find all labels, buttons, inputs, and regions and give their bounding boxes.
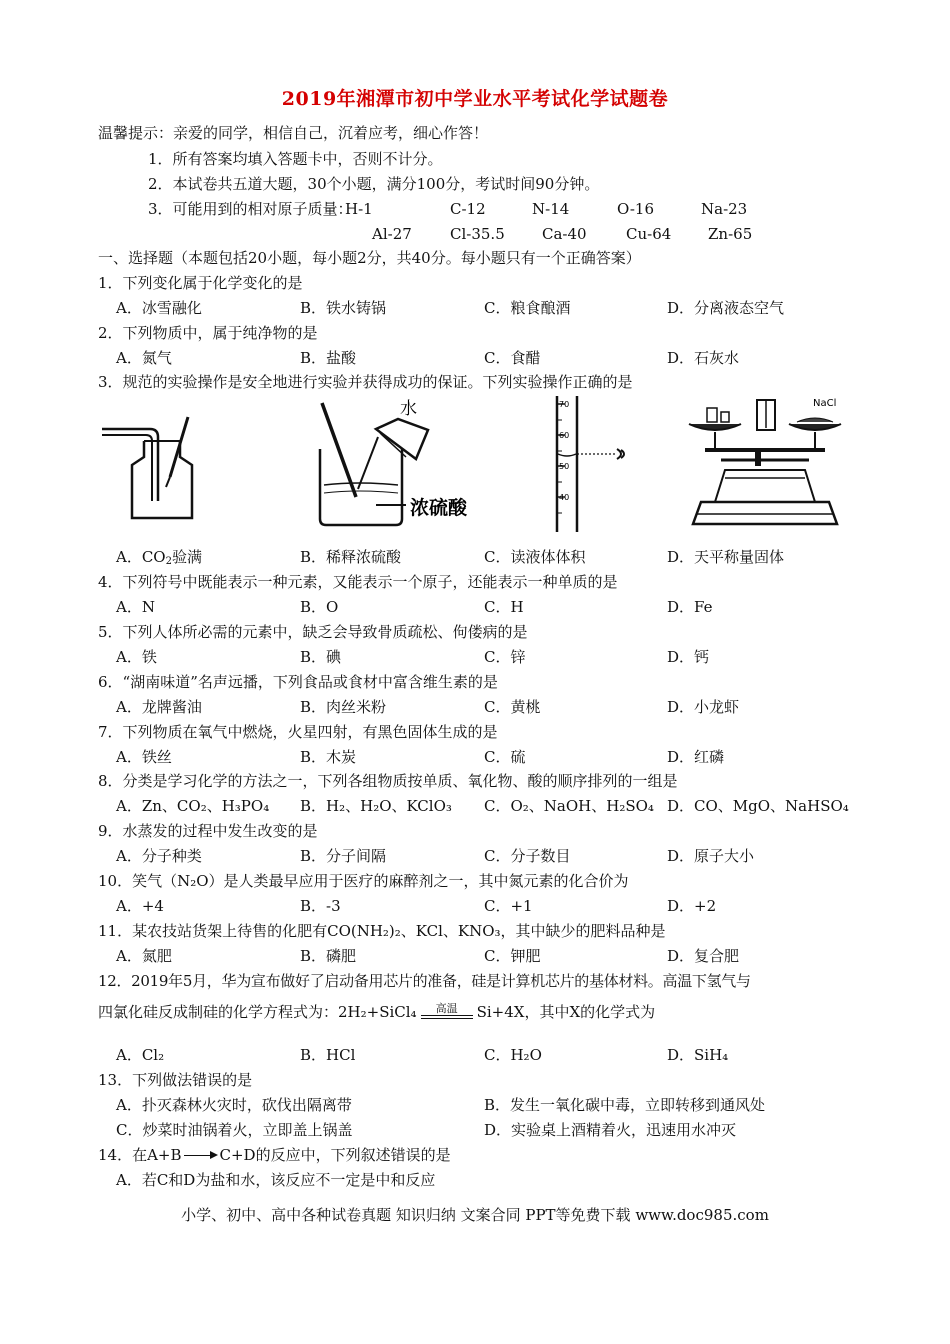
q6-option-a: A．龙牌酱油: [116, 698, 202, 716]
q4-option-d: D．Fe: [667, 598, 713, 616]
q12-line-2: 四氯化硅反成制硅的化学方程式为：2H₂+SiCl₄ 高温 Si+4X，其中X的化学式为: [98, 1002, 656, 1021]
q8-stem: 8．分类是学习化学的方法之一，下列各组物质按单质、氧化物、酸的顺序排列的一组是: [98, 772, 678, 790]
q12-option-a: A．Cl₂: [116, 1046, 165, 1064]
tip-3-label: 3．可能用到的相对原子质量：: [148, 200, 353, 218]
q5-option-c: C．锌: [484, 648, 526, 666]
q3-option-a: A．$CO_2$验满: [116, 548, 202, 567]
mass-c: C-12: [450, 200, 486, 218]
q6-option-c: C．黄桃: [484, 698, 541, 716]
q5-option-b: B．碘: [300, 648, 342, 666]
q11-option-a: A．氮肥: [116, 947, 172, 965]
q8-option-d: D．CO、MgO、NaHSO₄: [667, 797, 849, 815]
mass-al: Al-27: [372, 225, 412, 243]
q4-option-c: C．H: [484, 598, 524, 616]
q1-stem: 1．下列变化属于化学变化的是: [98, 274, 303, 292]
q7-option-d: D．红磷: [667, 748, 725, 766]
figure-dilute-acid: [318, 397, 498, 532]
q12-option-d: D．SiH₄: [667, 1046, 729, 1064]
q9-option-b: B．分子间隔: [300, 847, 387, 865]
q10-stem: 10．笑气（N₂O）是人类最早应用于医疗的麻醉剂之一，其中氮元素的化合价为: [98, 872, 629, 890]
q10-option-d: D．+2: [667, 897, 717, 915]
q13-option-a: A．扑灭森林火灾时，砍伐出隔离带: [116, 1096, 352, 1114]
q9-stem: 9．水蒸发的过程中发生改变的是: [98, 822, 318, 840]
q5-option-a: A．铁: [116, 648, 157, 666]
q3-stem: 3．规范的实验操作是安全地进行实验并获得成功的保证。下列实验操作正确的是: [98, 373, 633, 391]
exam-title: 2019年湘潭市初中学业水平考试化学试题卷: [281, 88, 669, 110]
q1-option-d: D．分离液态空气: [667, 299, 785, 317]
tick-50: 50: [559, 462, 570, 471]
q1-option-a: A．冰雪融化: [116, 299, 202, 317]
q9-option-c: C．分子数目: [484, 847, 571, 865]
mass-o: O-16: [617, 200, 655, 218]
tip-1: 1．所有答案均填入答题卡中，否则不计分。: [148, 150, 443, 168]
q7-option-b: B．木炭: [300, 748, 357, 766]
mass-n: N-14: [532, 200, 570, 218]
q7-stem: 7．下列物质在氧气中燃烧，火星四射，有黑色固体生成的是: [98, 723, 498, 741]
q12-line-1: 12．2019年5月，华为宣布做好了启动备用芯片的准备，硅是计算机芯片的基体材料。高温下氢气与: [98, 972, 751, 990]
q10-option-a: A．+4: [116, 897, 164, 915]
q11-option-c: C．钾肥: [484, 947, 541, 965]
q7-option-a: A．铁丝: [116, 748, 172, 766]
q6-option-b: B．肉丝米粉: [300, 698, 387, 716]
q8-option-c: C．O₂、NaOH、H₂SO₄: [484, 797, 654, 815]
label-conc-acid: 浓硫酸: [410, 497, 468, 519]
q14-stem: 14．在A+B C+D的反应中，下列叙述错误的是: [98, 1146, 451, 1164]
q13-option-d: D．实验桌上酒精着火，迅速用水冲灭: [484, 1121, 737, 1139]
q9-option-d: D．原子大小: [667, 847, 755, 865]
q8-option-a: A．Zn、CO₂、H₃PO₄: [116, 797, 270, 815]
q6-stem: 6．“湖南味道”名声远播，下列食品或食材中富含维生素的是: [98, 673, 498, 691]
tick-60: 60: [559, 431, 570, 440]
q5-stem: 5．下列人体所必需的元素中，缺乏会导致骨质疏松、佝偻病的是: [98, 623, 528, 641]
q2-option-d: D．石灰水: [667, 349, 740, 367]
q11-option-b: B．磷肥: [300, 947, 357, 965]
q10-option-c: C．+1: [484, 897, 533, 915]
section-1-heading: 一、选择题（本题包括20小题，每小题2分，共40分。每小题只有一个正确答案）: [98, 249, 641, 267]
q3-option-d: D．天平称量固体: [667, 548, 785, 566]
q13-stem: 13．下列做法错误的是: [98, 1071, 253, 1089]
q12-option-b: B．HCl: [300, 1046, 356, 1064]
figure-balance: [685, 394, 845, 534]
figure-co2-test: [100, 405, 210, 530]
q8-option-b: B．H₂、H₂O、KClO₃: [300, 797, 452, 815]
q4-stem: 4．下列符号中既能表示一种元素，又能表示一个原子，还能表示一种单质的是: [98, 573, 618, 591]
q13-option-b: B．发生一氧化碳中毒，立即转移到通风处: [484, 1096, 766, 1114]
tips-greeting: 温馨提示：亲爱的同学，相信自己，沉着应考，细心作答！: [98, 124, 489, 142]
q5-option-d: D．钙: [667, 648, 710, 666]
footer-text: 小学、初中、高中各种试卷真题 知识归纳 文案合同 PPT等免费下载 www.doc985.com: [181, 1206, 769, 1224]
q4-option-b: B．O: [300, 598, 339, 616]
q11-option-d: D．复合肥: [667, 947, 740, 965]
q1-option-c: C．粮食酿酒: [484, 299, 571, 317]
q2-stem: 2．下列物质中，属于纯净物的是: [98, 324, 318, 342]
tick-40: 40: [559, 493, 570, 502]
q3-option-b: B．稀释浓硫酸: [300, 548, 402, 566]
q7-option-c: C．硫: [484, 748, 526, 766]
mass-zn: Zn-65: [708, 225, 753, 243]
mass-cu: Cu-64: [626, 225, 672, 243]
label-water: 水: [400, 399, 417, 419]
q14-option-a: A．若C和D为盐和水，该反应不一定是中和反应: [116, 1171, 436, 1189]
q3-option-c: C．读液体体积: [484, 548, 586, 566]
q1-option-b: B．铁水铸锅: [300, 299, 387, 317]
q2-option-c: C．食醋: [484, 349, 541, 367]
figure-read-volume: [545, 394, 635, 534]
mass-h: H-1: [345, 200, 373, 218]
reaction-arrow-icon: [182, 1145, 220, 1165]
mass-na: Na-23: [701, 200, 748, 218]
label-nacl: NaCl: [813, 398, 837, 409]
tip-2: 2．本试卷共五道大题，30个小题，满分100分，考试时间90分钟。: [148, 175, 600, 193]
reaction-condition: 高温: [419, 1002, 475, 1022]
tick-70: 70: [559, 400, 570, 409]
mass-cl: Cl-35.5: [450, 225, 505, 243]
q9-option-a: A．分子种类: [116, 847, 202, 865]
q10-option-b: B．-3: [300, 897, 341, 915]
q2-option-a: A．氮气: [116, 349, 172, 367]
mass-ca: Ca-40: [542, 225, 587, 243]
q6-option-d: D．小龙虾: [667, 698, 740, 716]
q13-option-c: C．炒菜时油锅着火，立即盖上锅盖: [116, 1121, 353, 1139]
q2-option-b: B．盐酸: [300, 349, 357, 367]
q11-stem: 11．某农技站货架上待售的化肥有CO(NH₂)₂、KCl、KNO₃，其中缺少的肥料品种是: [98, 922, 666, 940]
q12-option-c: C．H₂O: [484, 1046, 542, 1064]
q4-option-a: A．N: [116, 598, 155, 616]
